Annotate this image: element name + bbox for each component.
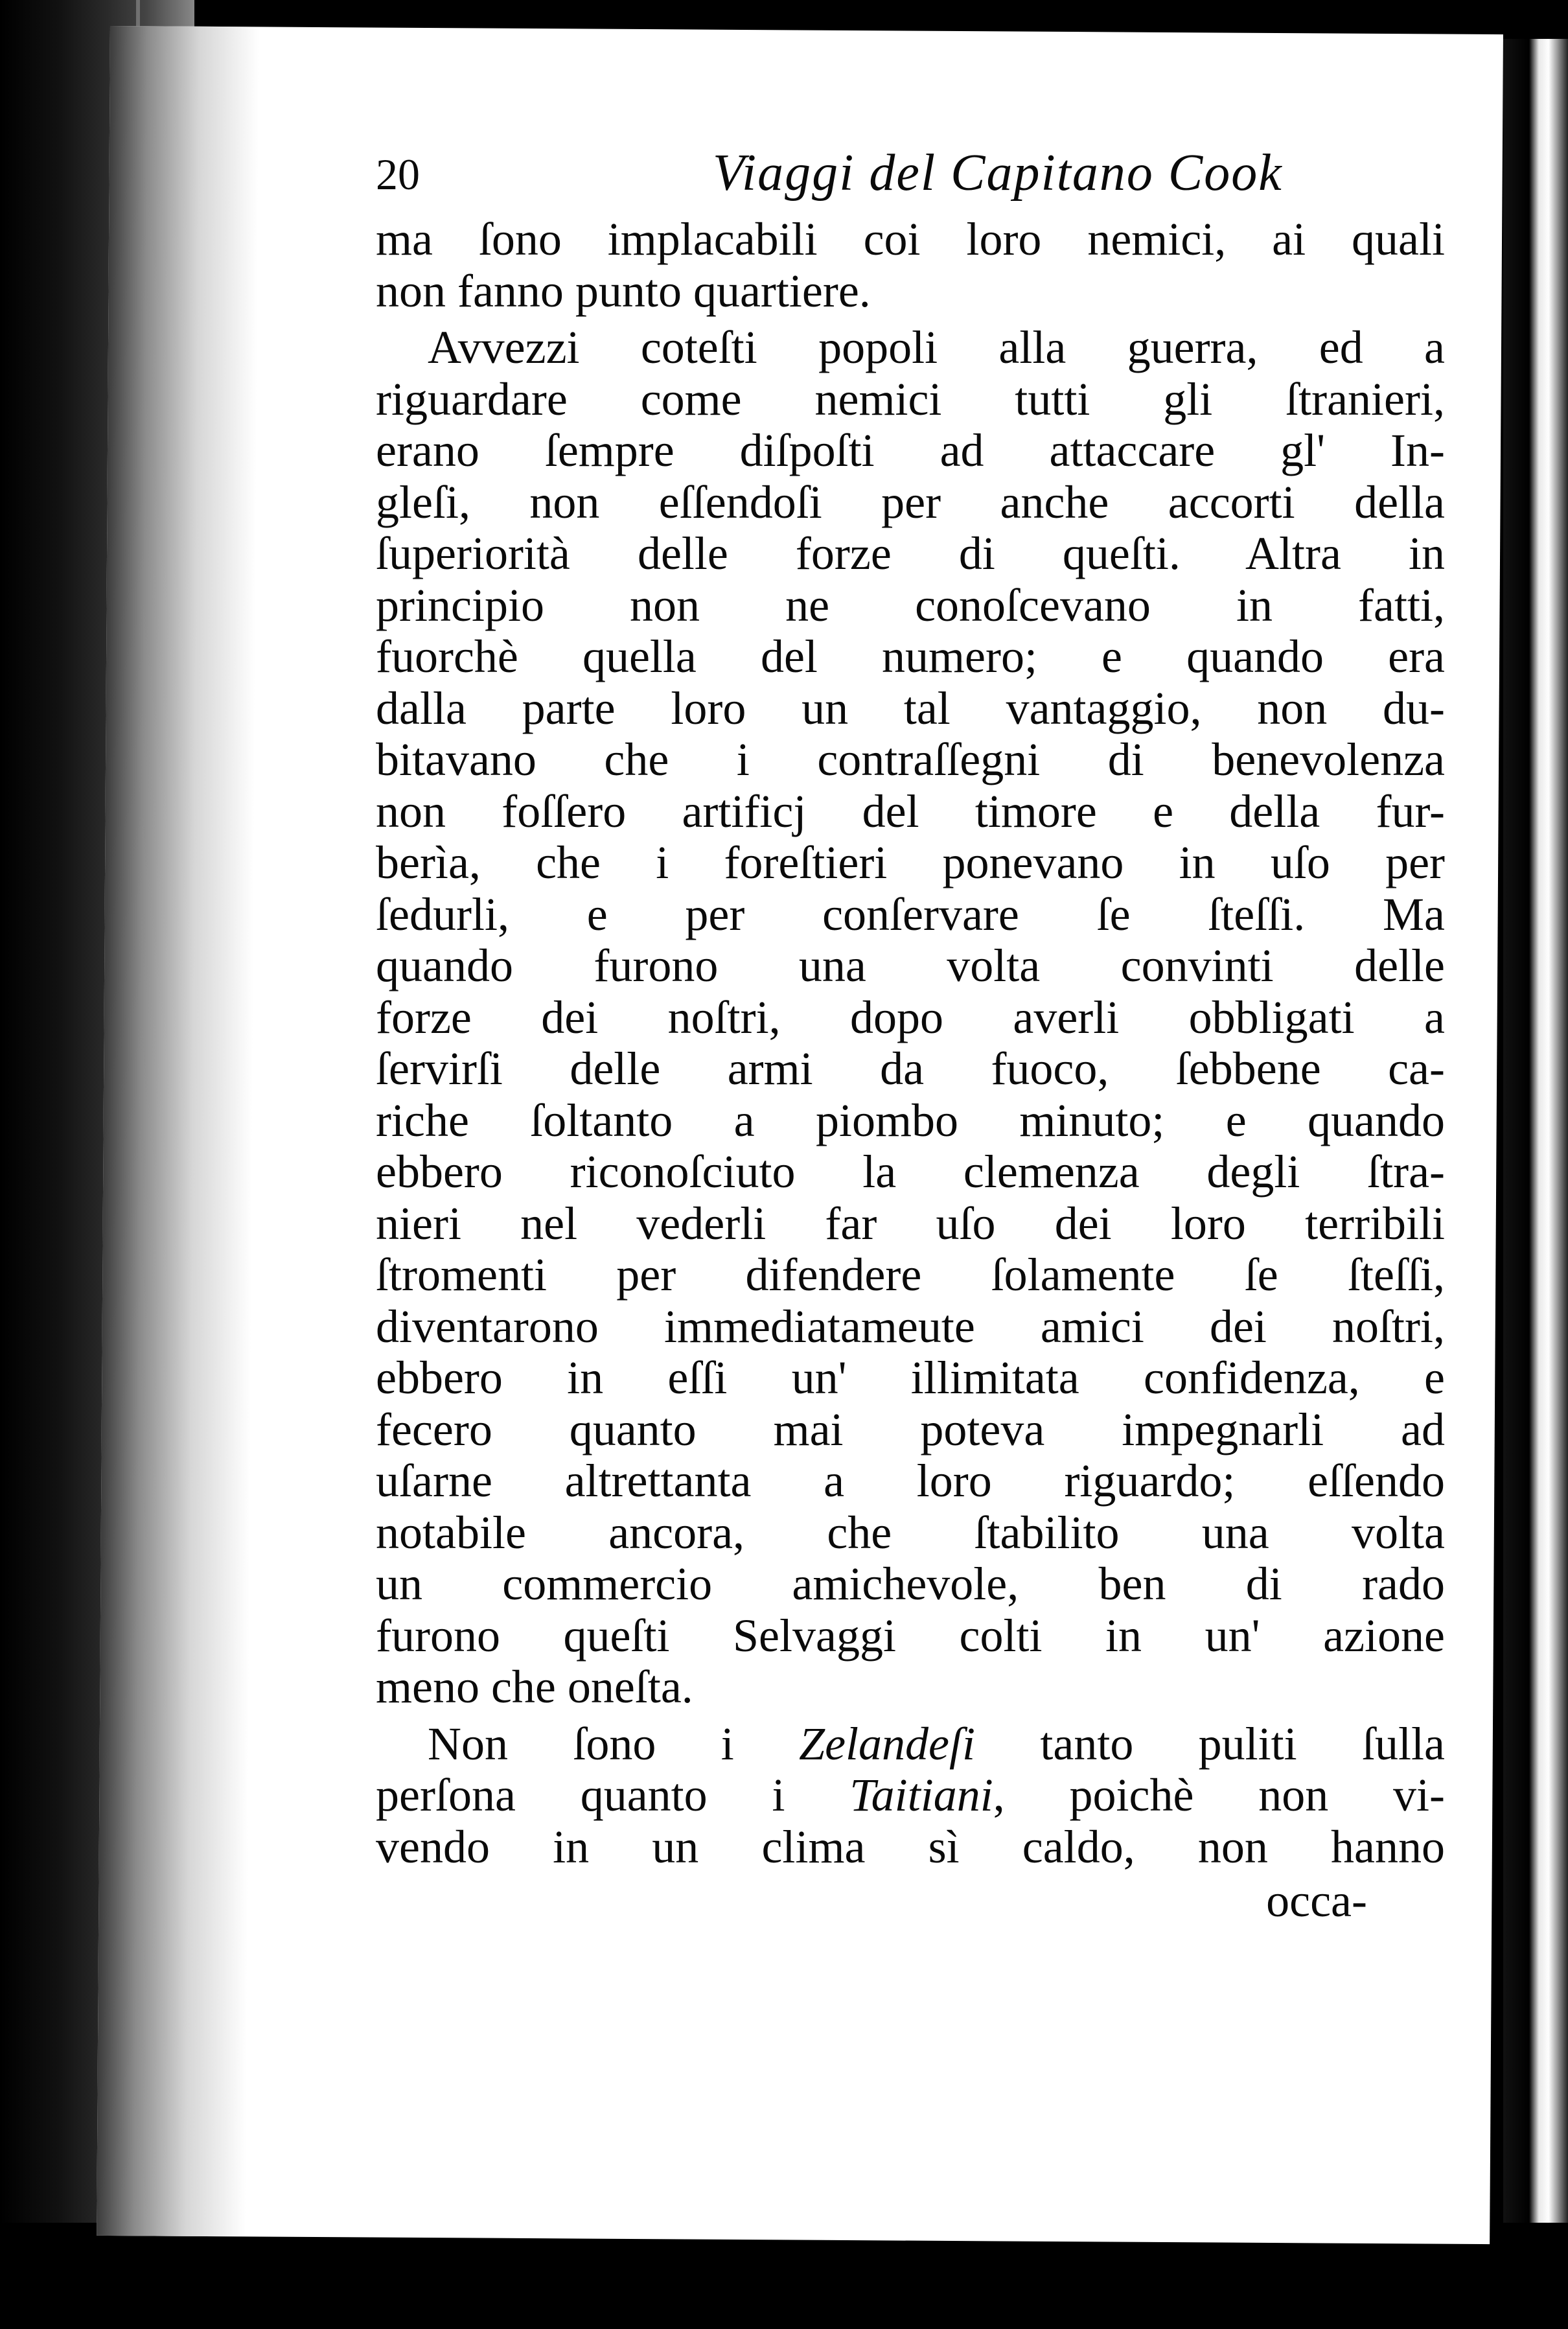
- text-line: gleſi, non eſſendoſi per anche accorti della: [376, 476, 1445, 528]
- text-line: fuorchè quella del numero; e quando era: [376, 631, 1445, 682]
- text-line: notabile ancora, che ſtabilito una volta: [376, 1506, 1445, 1558]
- text-line: un commercio amichevole, ben di rado: [376, 1558, 1445, 1610]
- page-text-block: [376, 130, 1445, 1927]
- text-run: tanto puliti ſulla: [975, 1717, 1445, 1770]
- text-line: [376, 1719, 1445, 1770]
- text-run: perſona quanto i: [376, 1769, 850, 1821]
- text-line: diventarono immediatameute amici dei noſtri,: [376, 1300, 1445, 1352]
- italic-proper-noun: Taitiani: [849, 1769, 993, 1821]
- text-line: [376, 1770, 1445, 1822]
- italic-proper-noun: Zelandeſi: [799, 1717, 976, 1770]
- text-run: , poichè non vi-: [993, 1769, 1445, 1821]
- text-line: non foſſero artificj del timore e della fur-: [376, 785, 1445, 837]
- text-line: ebbero riconoſciuto la clemenza degli ſtra-: [376, 1146, 1445, 1198]
- text-line: ſuperiorità delle forze di queſti. Altra in: [376, 527, 1445, 579]
- page-gutter-shadow: [97, 26, 259, 2236]
- text-line: bitavano che i contraſſegni di benevolenza: [376, 734, 1445, 785]
- text-line: furono queſti Selvaggi colti in un' azione: [376, 1609, 1445, 1662]
- text-line: riguardare come nemici tutti gli ſtranieri,: [376, 373, 1445, 425]
- paragraph-2: [376, 322, 1445, 1713]
- text-line: riche ſoltanto a piombo minuto; e quando: [376, 1094, 1445, 1146]
- paragraph-3: [376, 1719, 1445, 1873]
- catchword: occa-: [1266, 1875, 1367, 1927]
- text-line: meno che oneſta.: [376, 1661, 693, 1713]
- next-page-edge: [1503, 39, 1568, 2242]
- text-line: Avvezzi coteſti popoli alla guerra, ed a: [428, 321, 1445, 373]
- paragraph-1: [376, 214, 1445, 317]
- text-run: Non ſono i: [428, 1717, 800, 1770]
- text-line: non fanno punto quartiere.: [376, 264, 871, 317]
- text-line: fecero quanto mai poteva impegnarli ad: [376, 1403, 1445, 1455]
- text-line: ſtromenti per difendere ſolamente ſe ſteſſi,: [376, 1249, 1445, 1301]
- text-line: nieri nel vederli far uſo dei loro terribili: [376, 1197, 1445, 1249]
- text-line: vendo in un clima sì caldo, non hanno: [376, 1820, 1445, 1873]
- text-line: erano ſempre diſpoſti ad attaccare gl' In-: [376, 424, 1445, 476]
- text-line: uſarne altrettanta a loro riguardo; eſſendo: [376, 1455, 1445, 1507]
- page-header: [376, 130, 1445, 214]
- text-line: ebbero in eſſi un' illimitata confidenza, e: [376, 1352, 1445, 1404]
- text-line: principio non ne conoſcevano in fatti,: [376, 579, 1445, 631]
- text-line: forze dei noſtri, dopo averli obbligati a: [376, 991, 1445, 1043]
- text-line: quando furono una volta convinti delle: [376, 940, 1445, 991]
- running-title: Viaggi del Capitano Cook: [713, 145, 1283, 202]
- page-number: 20: [376, 150, 420, 199]
- text-line: ſedurli, e per conſervare ſe ſteſſi. Ma: [376, 888, 1445, 940]
- text-line: ſervirſi delle armi da fuoco, ſebbene ca-: [376, 1043, 1445, 1095]
- text-line: dalla parte loro un tal vantaggio, non du-: [376, 682, 1445, 734]
- text-line: berìa, che i foreſtieri ponevano in uſo per: [376, 837, 1445, 888]
- text-line: ma ſono implacabili coi loro nemici, ai quali: [376, 213, 1445, 265]
